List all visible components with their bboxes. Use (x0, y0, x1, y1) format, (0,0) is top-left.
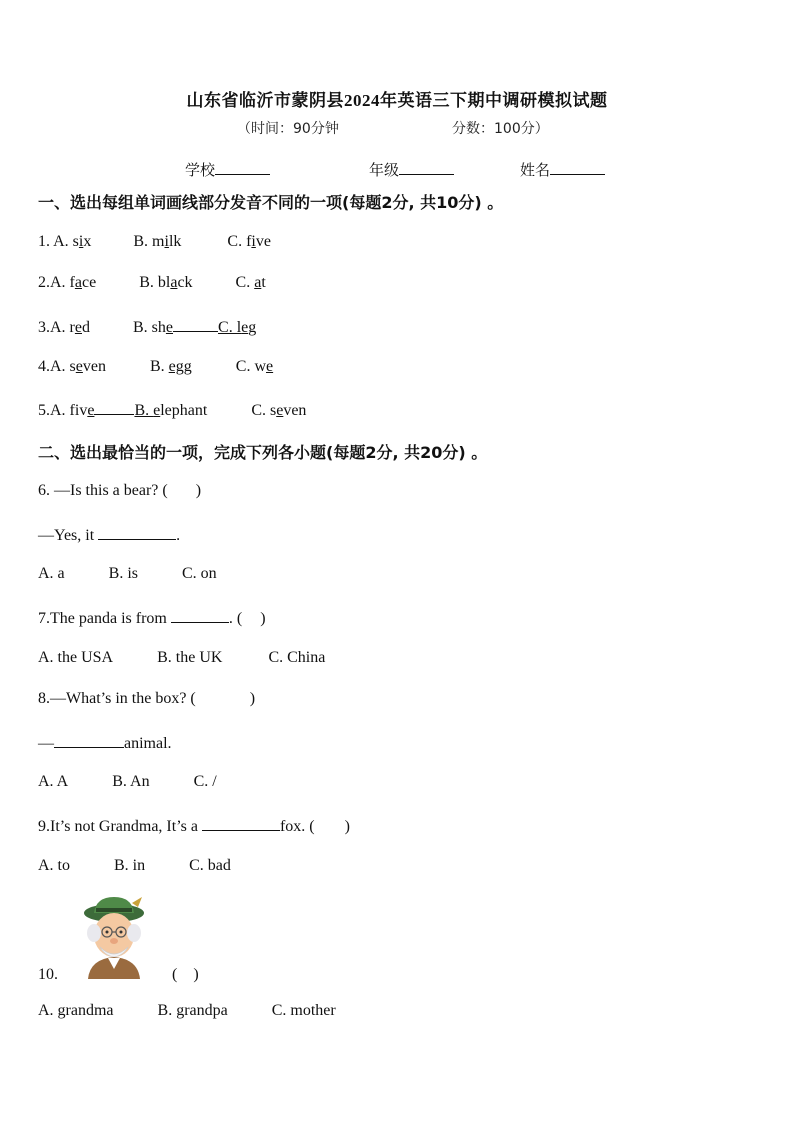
q8-dash: — (38, 735, 54, 752)
q7-option-c[interactable]: C. China (268, 649, 326, 666)
question-1 (38, 233, 271, 251)
q10-paren[interactable]: ( ) (172, 966, 199, 983)
exam-score: 分数：100分） (452, 121, 549, 137)
question-10-options (38, 1002, 336, 1020)
q9-option-c[interactable]: C. bad (189, 857, 231, 874)
school-blank[interactable] (215, 159, 270, 175)
q1-number: 1. (38, 233, 54, 250)
grade-label: 年级 (369, 161, 400, 179)
question-6-reply (38, 524, 180, 545)
q10-option-c[interactable]: C. mother (271, 1002, 336, 1019)
question-9-options (38, 857, 231, 875)
q9-close-paren: ) (344, 818, 350, 835)
question-10 (38, 961, 199, 984)
q9-option-a[interactable]: A. to (38, 857, 70, 874)
name-blank[interactable] (550, 159, 605, 175)
grade-field (369, 159, 454, 180)
q4-number: 4. (38, 358, 50, 375)
q8-close-paren: ) (249, 690, 256, 707)
q4-option-b[interactable]: B. egg (150, 358, 192, 375)
question-9 (38, 815, 350, 836)
q8-option-c[interactable]: C. / (193, 773, 217, 790)
hat-feather (132, 897, 142, 907)
q3-option-c-rest: g (248, 319, 257, 336)
q1-option-a[interactable]: A. six (53, 233, 92, 250)
q7-stem: 7.The panda is from (38, 610, 167, 627)
q8-blank[interactable] (54, 732, 124, 748)
q5-number: 5. (38, 402, 50, 419)
q1-option-b[interactable]: B. milk (133, 233, 182, 250)
q6-option-c[interactable]: C. on (182, 565, 217, 582)
q2-option-c[interactable]: C. at (235, 274, 266, 291)
q6-reply: —Yes, it (38, 527, 95, 544)
question-6 (38, 482, 201, 500)
question-2 (38, 274, 266, 292)
q6-option-a[interactable]: A. a (38, 565, 65, 582)
q8-option-b[interactable]: B. An (112, 773, 150, 790)
q7-close-paren: ) (260, 610, 266, 627)
exam-time: （时间：90分钟 (237, 121, 339, 137)
section1-heading: 一、选出每组单词画线部分发音不同的一项(每题2分, 共10分) 。 (38, 193, 504, 212)
name-field (520, 159, 605, 180)
q10-option-a[interactable]: A. grandma (38, 1002, 114, 1019)
question-5 (38, 399, 306, 420)
question-7 (38, 607, 266, 628)
question-8 (38, 690, 255, 708)
school-label: 学校 (185, 161, 216, 179)
q3-option-c-underlined: e (241, 319, 249, 336)
question-6-options (38, 565, 217, 583)
q10-option-b[interactable]: B. grandpa (157, 1002, 228, 1019)
school-field (185, 159, 270, 180)
q8-option-a[interactable]: A. A (38, 773, 69, 790)
question-4 (38, 358, 273, 376)
q7-paren-open: . ( (228, 610, 243, 627)
q5-gap (94, 399, 134, 415)
q6-option-b[interactable]: B. is (108, 565, 138, 582)
q6-period: . (176, 527, 181, 544)
q6-blank[interactable] (98, 524, 176, 540)
q4-option-a[interactable]: A. seven (50, 358, 106, 375)
q3-option-a[interactable]: A. red (50, 319, 90, 336)
q5-option-c[interactable]: C. seven (251, 402, 307, 419)
q9-tail: fox. ( (279, 818, 315, 835)
grade-blank[interactable] (399, 159, 454, 175)
q6-stem: 6. —Is this a bear? ( (38, 482, 168, 499)
question-3 (38, 316, 256, 337)
q3-gap (173, 316, 218, 332)
q2-option-b[interactable]: B. black (139, 274, 193, 291)
q9-stem: 9.It’s not Grandma, It’s a (38, 818, 198, 835)
q2-number: 2. (38, 274, 50, 291)
q7-option-b[interactable]: B. the UK (157, 649, 223, 666)
q8-reply: animal. (124, 735, 172, 752)
question-8-options (38, 773, 217, 791)
name-label: 姓名 (520, 161, 551, 179)
question-7-options (38, 649, 325, 667)
section2-heading: 二、选出最恰当的一项，完成下列各小题(每题2分, 共20分) 。 (38, 443, 488, 462)
q1-option-c[interactable]: C. five (227, 233, 271, 250)
q8-stem: 8.—What’s in the box? ( (38, 690, 196, 707)
question-8-reply (38, 732, 172, 753)
q4-option-c[interactable]: C. we (235, 358, 274, 375)
q7-blank[interactable] (171, 607, 229, 623)
q9-blank[interactable] (202, 815, 280, 831)
q7-option-a[interactable]: A. the USA (38, 649, 114, 666)
q9-option-b[interactable]: B. in (114, 857, 146, 874)
q2-option-a[interactable]: A. face (50, 274, 97, 291)
q3-option-b[interactable]: B. she (133, 319, 174, 336)
q5-option-b[interactable]: B. elephant (134, 402, 208, 419)
q6-close-paren: ) (195, 482, 202, 499)
q10-number: 10. (38, 966, 58, 983)
q3-option-c[interactable]: C. l (218, 319, 242, 336)
q3-number: 3. (38, 319, 50, 336)
q5-option-a[interactable]: A. five (50, 402, 95, 419)
page-title: 山东省临沂市蒙阴县2024年英语三下期中调研模拟试题 (186, 91, 608, 110)
